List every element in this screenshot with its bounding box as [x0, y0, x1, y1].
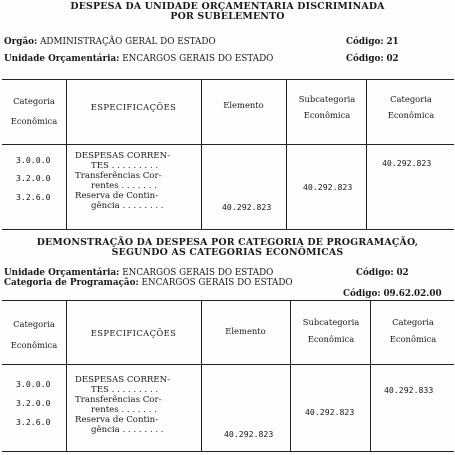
table2-subcategoria-value: 40.292.823 [305, 407, 355, 417]
table2-col-divider [370, 301, 371, 451]
table2-col-divider [66, 301, 67, 451]
codigo-value: 21 [386, 37, 399, 47]
table2-header-categoria [4, 319, 64, 351]
table1-elemento-value: 40.292.823 [222, 202, 272, 212]
orgao-label: Orgão: [4, 37, 38, 47]
codigo2-value: 09.62.02.00 [383, 289, 442, 299]
section1-codigo [346, 37, 399, 47]
codigo2-label: Código: [346, 54, 384, 64]
section1-title-line1: DESPESA DA UNIDADE ORÇAMENTARIA DISCRIMINADA [70, 1, 385, 12]
spec-line: DESPESAS CORREN- [75, 151, 171, 161]
section1-codigo2 [346, 54, 399, 64]
table2-header-rule [2, 364, 454, 365]
spec-line: gência . . . . . . . . [91, 201, 164, 211]
table2-specifications [75, 375, 195, 435]
table1-header-especificacoes: ESPECIFICAÇÕES [90, 102, 177, 112]
unidade-value: ENCARGOS GERAIS DO ESTADO [122, 54, 274, 64]
spec-line: gência . . . . . . . . [91, 425, 164, 435]
header-text: Econômica [307, 334, 355, 344]
table1-subcategoria-value: 40.292.823 [303, 182, 353, 192]
table1-code: 3.0.0.0 [16, 155, 51, 165]
codigo-label: Código: [346, 37, 384, 47]
table2-header-especificacoes: ESPECIFICAÇÕES [90, 328, 177, 338]
section2-categoria-line [4, 278, 293, 288]
table2-categoria-value: 40.292.833 [384, 385, 434, 395]
categoria-label: Categoria de Programação: [4, 278, 139, 288]
table2-code: 3.2.6.0 [16, 417, 51, 427]
header-text: Econômica [10, 116, 58, 126]
section2-unidade-line [4, 268, 273, 278]
spec-line: rentes . . . . . . . [91, 405, 157, 415]
spec-line: TES . . . . . . . . . [91, 385, 159, 395]
section1-orgao-line [4, 37, 216, 47]
header-text: Econômica [389, 334, 437, 344]
table1-code: 3.2.6.0 [16, 192, 51, 202]
spec-line: Transferências Cor- [75, 395, 162, 405]
table2-elemento-value: 40.292.823 [224, 429, 274, 439]
header-text: Subcategoria [298, 94, 356, 104]
table2-header-categoria-economica [372, 317, 454, 345]
table1-header-categoria [4, 96, 64, 127]
table2-col-divider [290, 301, 291, 451]
header-text: Categoria [392, 317, 434, 327]
spec-line: DESPESAS CORREN- [75, 375, 171, 385]
table2-col-divider [201, 301, 202, 451]
table1-col-divider [366, 80, 367, 229]
orgao-value: ADMINISTRAÇÃO GERAL DO ESTADO [40, 37, 216, 47]
header-text: Subcategoria [302, 317, 360, 327]
codigo2-label: Código: [343, 289, 381, 299]
header-text: Categoria [390, 94, 432, 104]
header-text: Econômica [387, 110, 435, 120]
table2-top-rule [2, 300, 454, 301]
table2-header-subcategoria [292, 317, 370, 345]
spec-line: TES . . . . . . . . . [91, 161, 159, 171]
table1-categoria-value: 40.292.823 [382, 158, 432, 168]
table2-header-elemento: Elemento [225, 326, 266, 336]
table1-header-categoria-economica [368, 94, 454, 121]
header-text: Categoria [13, 96, 55, 106]
table2-bottom-rule [2, 451, 454, 452]
section2-title-line2: SEGUNDO AS CATEGORIAS ECONÔMICAS [111, 247, 344, 258]
codigo2-value: 02 [386, 54, 399, 64]
table1-code: 3.2.0.0 [16, 173, 51, 183]
table1-specifications [75, 151, 195, 211]
table2-code: 3.2.0.0 [16, 398, 51, 408]
section2-codigo2 [343, 289, 442, 299]
section1-title-line2: POR SUBELEMENTO [170, 11, 285, 22]
table1-header-elemento: Elemento [223, 100, 264, 110]
table2-code: 3.0.0.0 [16, 379, 51, 389]
spec-line: Transferências Cor- [75, 171, 162, 181]
section1-unidade-line [4, 54, 273, 64]
codigo-value: 02 [396, 268, 409, 278]
unidade-label: Unidade Orçamentária: [4, 268, 120, 278]
section2-codigo [356, 268, 409, 278]
table1-col-divider [286, 80, 287, 229]
table1-bottom-rule [2, 229, 454, 230]
header-text: Econômica [303, 110, 351, 120]
header-text: Categoria [13, 319, 55, 329]
spec-line: Reserva de Contin- [75, 191, 159, 201]
categoria-value: ENCARGOS GERAIS DO ESTADO [141, 278, 293, 288]
table1-header-subcategoria [288, 94, 366, 121]
codigo-label: Código: [356, 268, 394, 278]
unidade-label: Unidade Orçamentária: [4, 54, 120, 64]
section2-title-line1: DEMONSTRAÇÃO DA DESPESA POR CATEGORIA DE PROGRAMAÇÃO, [36, 237, 419, 248]
table1-top-rule [2, 79, 454, 80]
unidade-value: ENCARGOS GERAIS DO ESTADO [122, 268, 274, 278]
spec-line: Reserva de Contin- [75, 415, 159, 425]
spec-line: rentes . . . . . . . [91, 181, 157, 191]
table1-header-rule [2, 144, 454, 145]
header-text: Econômica [10, 340, 58, 350]
